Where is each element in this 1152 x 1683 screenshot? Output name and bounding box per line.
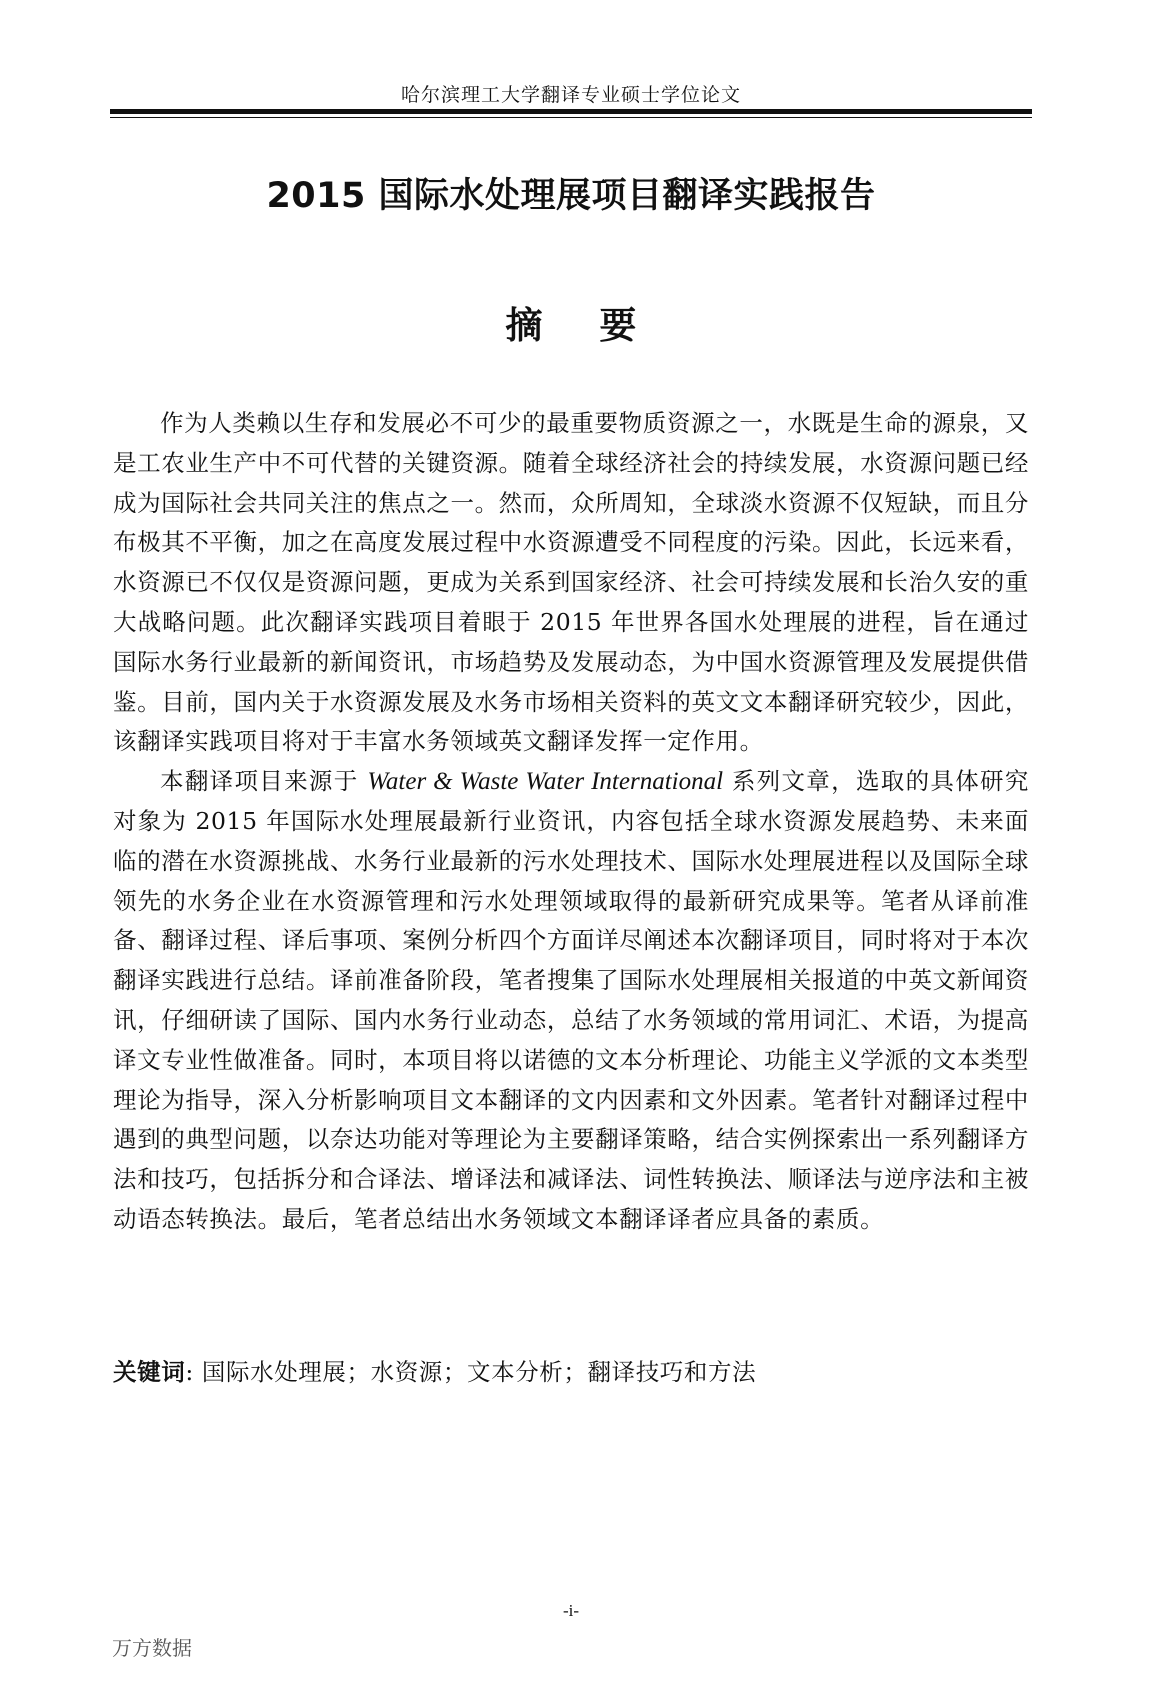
keywords-text: : 国际水处理展；水资源；文本分析；翻译技巧和方法 — [185, 1358, 757, 1386]
abstract-paragraph-2 — [113, 762, 1029, 1240]
keywords-line — [113, 1353, 1029, 1387]
source-publication-title: Water & Waste Water International — [367, 768, 724, 796]
page-number: -i- — [562, 1601, 580, 1620]
abstract-body — [113, 404, 1029, 1240]
keywords-label: 关键词 — [113, 1358, 186, 1386]
paragraph-2-rest: 系列文章，选取的具体研究对象为 2015 年国际水处理展最新行业资讯，内容包括全球水资源发展趋势、未来面临的潜在水资源挑战、水务行业最新的污水处理技术、国际水处理展进程以及国际全球领先的水务企业在水资源管理和污水处理领域取得的最新研究成果等。笔者从译前准备、翻译过程、译后事项、案例分析四个方面详尽阐述本次翻译项目，同时将对于本次翻译实践进行总结。译前准备阶段，笔者搜集了国际水处理展相关报道的中英文新闻资讯，仔细研读了国际、国内水务行业动态，总结了水务领域的常用词汇、术语，为提高译文专业性做准备。同时，本项目将以诺德的文本分析理论、功能主义学派的文本类型理论为指导，深入分析影响项目文本翻译的文内因素和文外因素。笔者针对翻译过程中遇到的典型问题，以奈达功能对等理论为主要翻译策略，结合实例探索出一系列翻译方法和技巧，包括拆分和合译法、增译法和减译法、词性转换法、顺译法与逆序法和主被动语态转换法。最后，笔者总结出水务领域文本翻译译者应具备的素质。 — [113, 767, 1029, 1233]
database-watermark: 万方数据 — [112, 1636, 192, 1660]
abstract-paragraph-1: 作为人类赖以生存和发展必不可少的最重要物质资源之一，水既是生命的源泉，又是工农业生产中不可代替的关键资源。随着全球经济社会的持续发展，水资源问题已经成为国际社会共同关注的焦点之一。然而，众所周知，全球淡水资源不仅短缺，而且分布极其不平衡，加之在高度发展过程中水资源遭受不同程度的污染。因此，长远来看，水资源已不仅仅是资源问题，更成为关系到国家经济、社会可持续发展和长治久安的重大战略问题。此次翻译实践项目着眼于 2015 年世界各国水处理展的进程，旨在通过国际水务行业最新的新闻资讯，市场趋势及发展动态，为中国水资源管理及发展提供借鉴。目前，国内关于水资源发展及水务市场相关资料的英文文本翻译研究较少，因此，该翻译实践项目将对于丰富水务领域英文翻译发挥一定作用。 — [113, 409, 1029, 756]
header-rule-thin — [110, 117, 1032, 118]
paragraph-2-lead: 本翻译项目来源于 — [160, 767, 359, 796]
running-header: 哈尔滨理工大学翻译专业硕士学位论文 — [400, 84, 741, 106]
header-rule-thick — [110, 109, 1032, 114]
abstract-heading: 摘 要 — [505, 304, 659, 347]
document-title: 2015 国际水处理展项目翻译实践报告 — [266, 176, 876, 216]
